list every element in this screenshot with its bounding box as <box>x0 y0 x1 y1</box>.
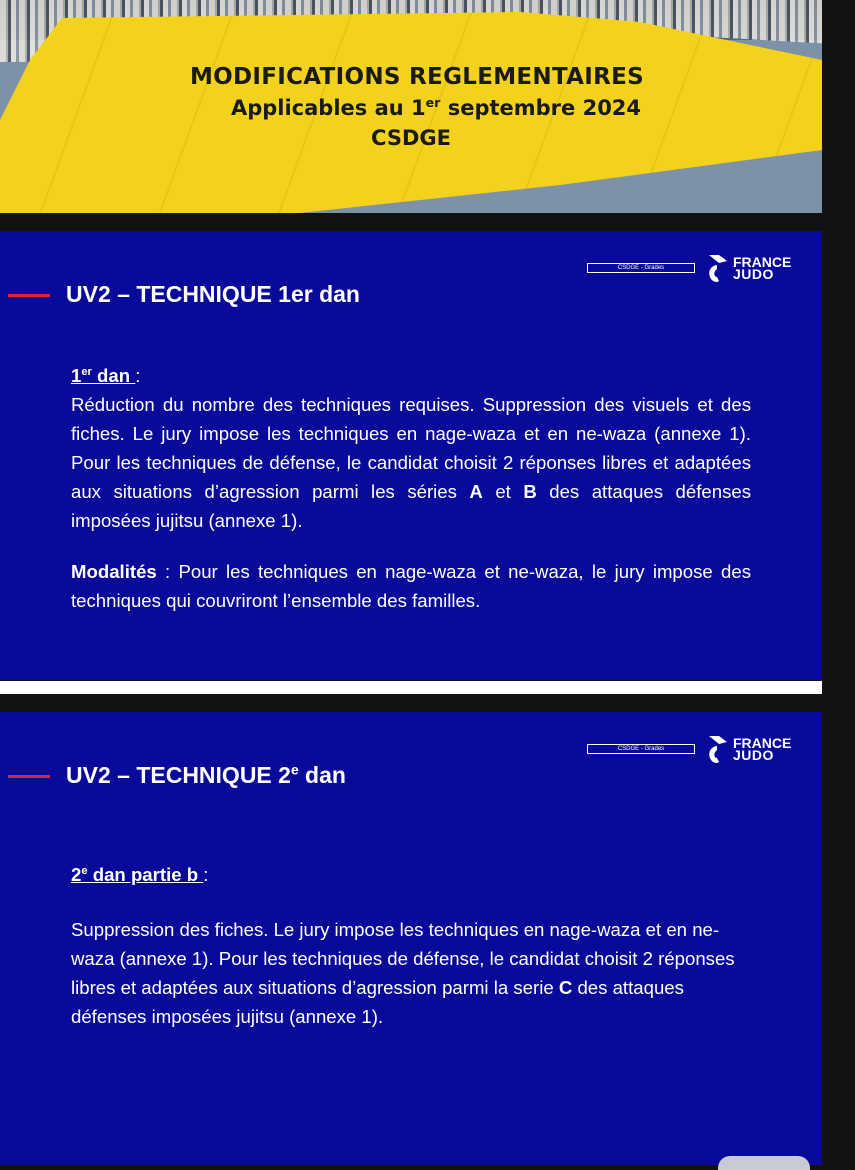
slide-body <box>71 361 751 615</box>
slide-separator <box>0 681 822 694</box>
logo-word-judo: JUDO <box>733 266 774 282</box>
csdge-grades-badge: CSDGE - Grades <box>587 263 695 273</box>
bottom-sheet-handle[interactable] <box>718 1156 810 1170</box>
cover-title: MODIFICATIONS REGLEMENTAIRES <box>189 64 645 90</box>
section-heading: 1er dan : <box>71 365 141 386</box>
csdge-grades-badge: CSDGE - Grades <box>587 744 695 754</box>
france-judo-logo <box>705 732 815 770</box>
cover-slide <box>0 0 822 213</box>
title-accent-line <box>8 294 50 297</box>
logo-word-france: FRANCE <box>733 254 792 270</box>
slide-title: UV2 – TECHNIQUE 2e dan <box>66 762 346 788</box>
slide-uv2-1er-dan <box>0 231 822 680</box>
slide-body <box>71 860 751 1031</box>
logo-word-judo: JUDO <box>733 747 774 763</box>
paragraph-suppression: Suppression des fiches. Le jury impose les techniques en nage-waza et en ne-waza (annexe 1). Pour les techniques de défense, le candidat choisit 2 réponses libres et adaptées aux situations d’agression parmi la serie C des attaques défenses imposées jujitsu (annexe 1). <box>71 919 735 1027</box>
france-judo-emblem-icon <box>705 253 729 285</box>
cover-org: CSDGE <box>371 126 451 150</box>
france-judo-emblem-icon <box>705 734 729 766</box>
paragraph-reduction: Réduction du nombre des techniques requises. Suppression des visuels et des fiches. Le jury impose les techniques en nage-waza et en ne-waza (annexe 1). Pour les techniques de défense, le candidat choisit 2 réponses libres et adaptées aux situations d’agression parmi les séries A et B des attaques défenses imposées jujitsu (annexe 1). <box>71 394 751 531</box>
title-accent-line <box>8 775 50 778</box>
slide-uv2-2e-dan <box>0 712 822 1165</box>
cover-subtitle: Applicables au 1er septembre 2024 <box>230 95 642 120</box>
france-judo-logo <box>705 251 815 289</box>
logo-word-france: FRANCE <box>733 735 792 751</box>
slide-title: UV2 – TECHNIQUE 1er dan <box>66 281 360 307</box>
section-heading: 2e dan partie b : <box>71 864 209 885</box>
paragraph-modalites: Modalités : Pour les techniques en nage-waza et ne-waza, le jury impose des techniques qui couvriront l’ensemble des familles. <box>71 561 751 611</box>
